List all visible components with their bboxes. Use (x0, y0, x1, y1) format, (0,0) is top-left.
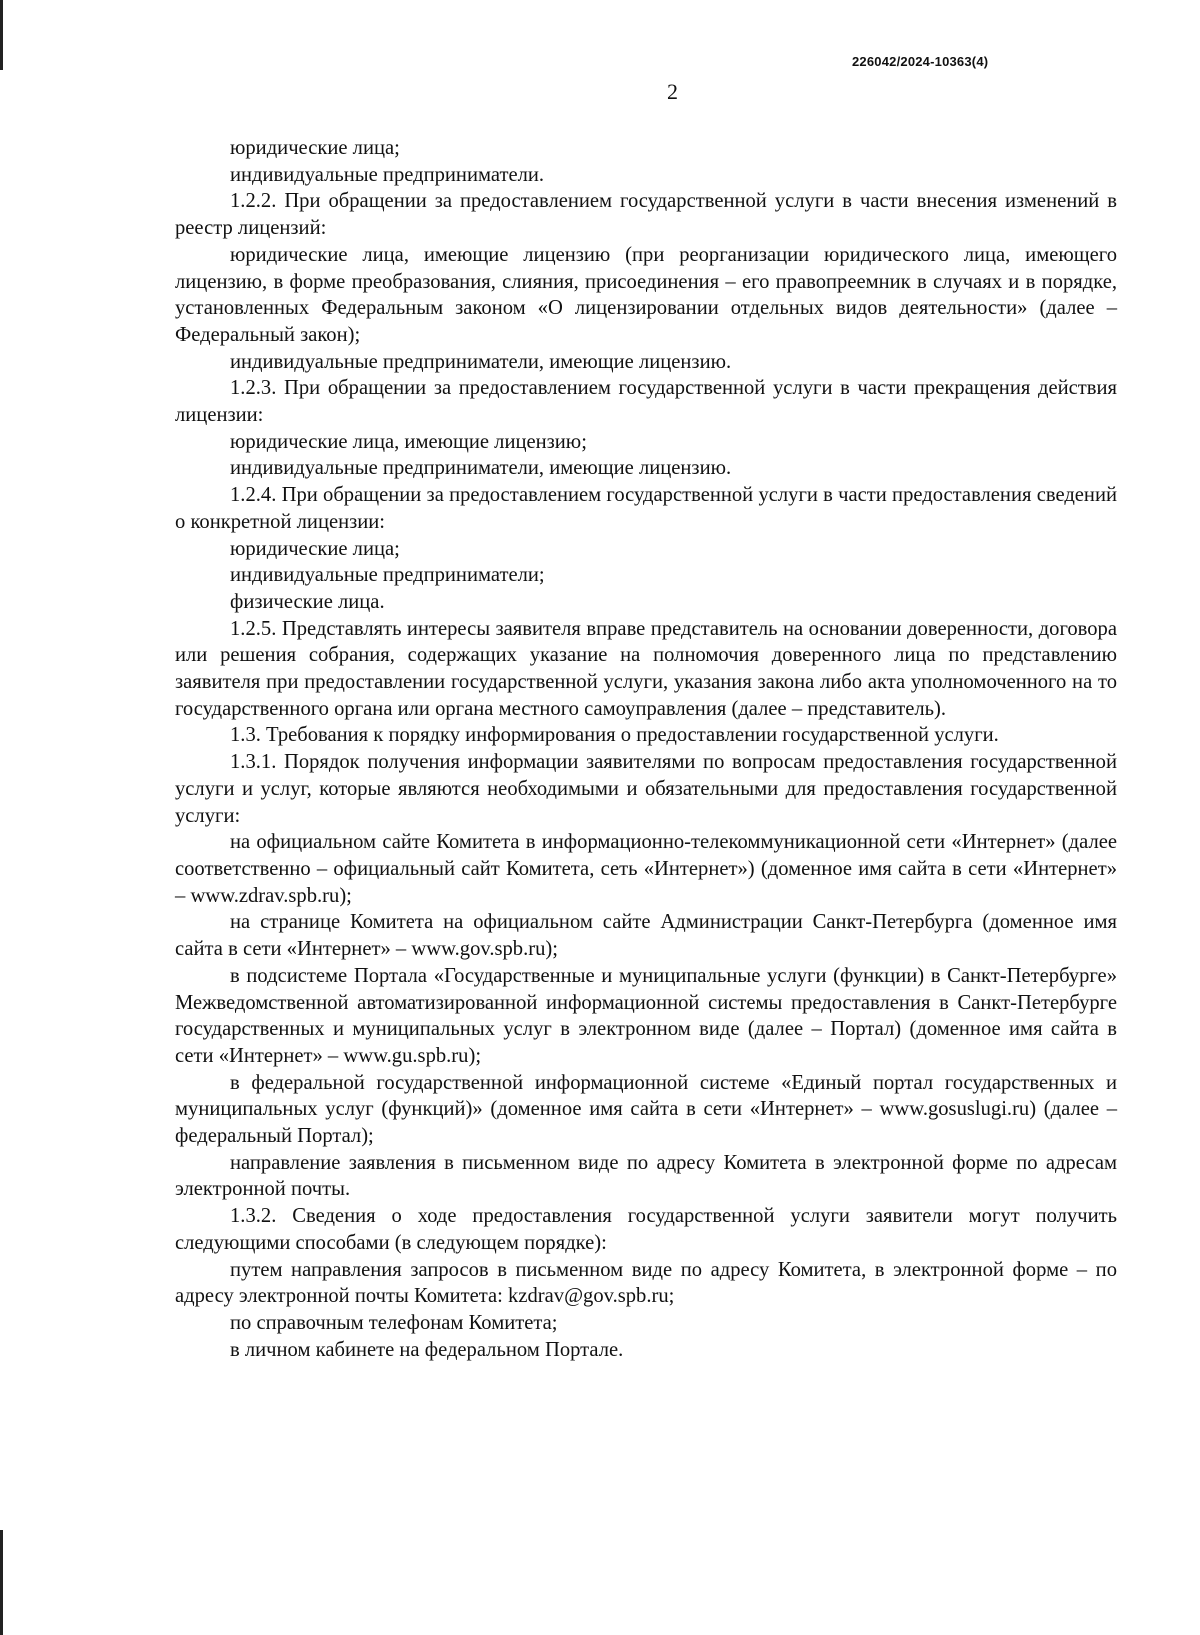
paragraph: физические лица. (230, 590, 385, 613)
paragraph: 1.2.4. При обращении за предоставлением государственной услуги в части предоставления сведений о конкретной лицензии: (175, 484, 1117, 533)
paragraph: на официальном сайте Комитета в информационно-телекоммуникационной сети «Интернет» (далее соответственно – официальный сайт Комитета, сеть «Интернет») (доменное имя сайта в сети «Интернет» – www.zdrav.spb.ru); (175, 831, 1117, 907)
paragraph: в личном кабинете на федеральном Портале. (230, 1338, 624, 1361)
document-body (175, 135, 1117, 1363)
paragraph: индивидуальные предприниматели, имеющие лицензию. (230, 457, 732, 480)
paragraph: юридические лица; (230, 537, 400, 560)
paragraph: 1.2.5. Представлять интересы заявителя вправе представитель на основании доверенности, договора или решения собрания, содержащих указание на полномочия доверенного лица по представлению заявителя при предоставлении государственной услуги, указания закона либо акта уполномоченного на то государственного органа или органа местного самоуправления (далее – представитель). (175, 617, 1117, 720)
page-number: 2 (667, 79, 678, 104)
paragraph: индивидуальные предприниматели. (230, 163, 545, 186)
document-number: 226042/2024-10363(4) (852, 54, 989, 69)
paragraph: на странице Комитета на официальном сайте Администрации Санкт-Петербурга (доменное имя сайта в сети «Интернет» – www.gov.spb.ru); (175, 911, 1117, 961)
paragraph: путем направления запросов в письменном виде по адресу Комитета, в электронной форме – по адресу электронной почты Комитета: kzdrav@gov.spb.ru; (175, 1258, 1117, 1308)
paragraph: по справочным телефонам Комитета; (230, 1311, 558, 1334)
paragraph: 1.2.2. При обращении за предоставлением государственной услуги в части внесения изменений в реестр лицензий: (175, 190, 1117, 240)
paragraph: индивидуальные предприниматели; (230, 564, 545, 587)
paragraph: 1.3.2. Сведения о ходе предоставления государственной услуги заявители могут получить следующими способами (в следующем порядке): (175, 1205, 1117, 1254)
paragraph: юридические лица; (230, 137, 400, 159)
paragraph: в подсистеме Портала «Государственные и муниципальные услуги (функции) в Санкт-Петербурге» Межведомственной автоматизированной информационной системы предоставления в Санкт-Петербурге государственных и муниципальных услуг в электронном виде (далее – Портал) (доменное имя сайта в сети «Интернет» – www.gu.spb.ru); (175, 964, 1117, 1067)
paragraph: юридические лица, имеющие лицензию; (230, 430, 587, 453)
paragraph: в федеральной государственной информационной системе «Единый портал государственных и муниципальных услуг (функций)» (доменное имя сайта в сети «Интернет» – www.gosuslugi.ru) (далее – федеральный Портал); (175, 1071, 1117, 1148)
scan-edge-mark (0, 0, 3, 70)
paragraph: направление заявления в письменном виде по адресу Комитета в электронной форме по адресам электронной почты. (175, 1151, 1117, 1201)
paragraph: 1.3. Требования к порядку информирования о предоставлении государственной услуги. (230, 724, 999, 747)
scan-edge-mark (0, 1530, 3, 1635)
paragraph: юридические лица, имеющие лицензию (при реорганизации юридического лица, имеющего лицензию, в форме преобразования, слияния, присоединения – его правопреемник в случаях и в порядке, установленных Федеральным законом «О лицензировании отдельных видов деятельности» (далее – Федеральный закон); (175, 243, 1117, 346)
paragraph: 1.3.1. Порядок получения информации заявителями по вопросам предоставления государственной услуги и услуг, которые являются необходимыми и обязательными для предоставления государственной услуги: (175, 751, 1117, 827)
paragraph: 1.2.3. При обращении за предоставлением государственной услуги в части прекращения действия лицензии: (175, 377, 1117, 427)
paragraph: индивидуальные предприниматели, имеющие лицензию. (230, 350, 732, 373)
